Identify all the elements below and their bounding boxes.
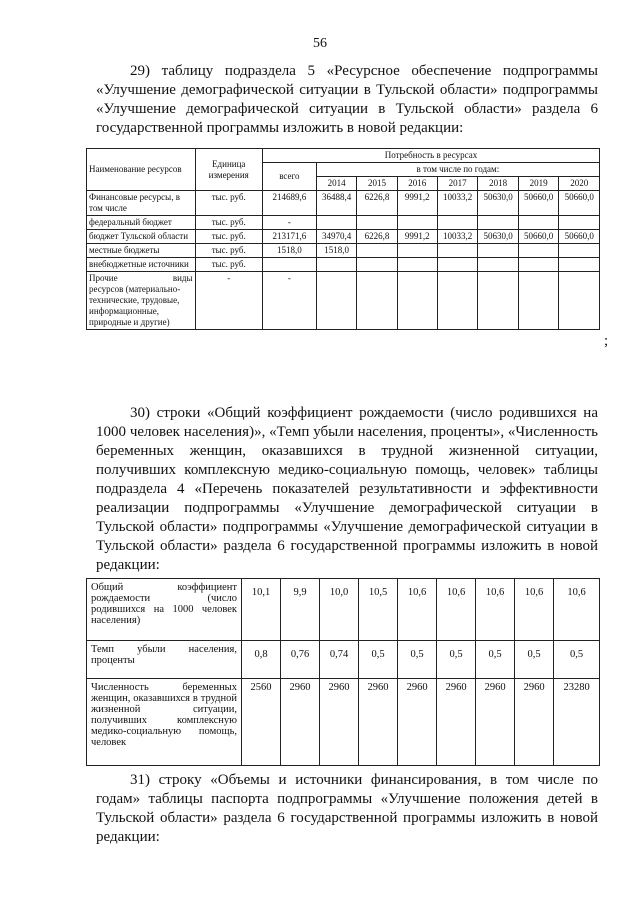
indicator-value: 0,76 (281, 641, 320, 679)
row-year-value (559, 272, 600, 330)
indicator-value: 10,1 (242, 579, 281, 641)
row-year-value: 9991,2 (397, 230, 437, 244)
row-year-value (478, 258, 519, 272)
row-year-value (518, 258, 559, 272)
indicator-value: 10,6 (398, 579, 437, 641)
row-name: бюджет Тульской области (87, 230, 196, 244)
table-row (87, 641, 600, 679)
indicator-table (86, 578, 600, 766)
row-year-value: 50660,0 (518, 230, 559, 244)
row-year-value: 6226,8 (357, 191, 397, 216)
row-total: 1518,0 (262, 244, 316, 258)
row-year-value (357, 216, 397, 230)
row-unit: тыс. руб. (195, 244, 262, 258)
indicator-value: 0,74 (320, 641, 359, 679)
indicator-value: 0,8 (242, 641, 281, 679)
table-row (87, 191, 600, 216)
row-year-value (316, 258, 357, 272)
row-year-value (478, 216, 519, 230)
row-year-value: 50630,0 (478, 191, 519, 216)
row-total (262, 258, 316, 272)
header-by-years: в том числе по годам: (316, 163, 599, 177)
paragraph-30 (96, 404, 598, 575)
indicator-value: 2960 (476, 679, 515, 766)
indicator-value: 2960 (437, 679, 476, 766)
table-row (87, 679, 600, 766)
row-year-value (437, 272, 478, 330)
header-need: Потребность в ресурсах (262, 149, 599, 163)
row-year-value (559, 258, 600, 272)
row-year-value (357, 272, 397, 330)
row-year-value (559, 244, 600, 258)
header-year: 2015 (357, 177, 397, 191)
indicator-value: 0,5 (515, 641, 554, 679)
row-name-rest: ресурсов (материально-технические, трудовые, информационные, природные и другие) (89, 284, 181, 327)
row-year-value: 50660,0 (559, 230, 600, 244)
indicator-value: 23280 (554, 679, 600, 766)
indicator-value: 2960 (320, 679, 359, 766)
row-year-value: 34970,4 (316, 230, 357, 244)
indicator-value: 2960 (281, 679, 320, 766)
row-unit: тыс. руб. (195, 230, 262, 244)
header-name: Наименование ресурсов (87, 149, 196, 191)
row-year-value (397, 244, 437, 258)
header-year: 2020 (559, 177, 600, 191)
indicator-value: 2960 (398, 679, 437, 766)
row-year-value (518, 272, 559, 330)
row-unit: - (195, 272, 262, 330)
row-year-value: 10033,2 (437, 230, 478, 244)
row-name-first-line: Прочие виды (89, 273, 193, 283)
indicator-name: Темп убыли населения, проценты (87, 641, 242, 679)
row-year-value: 50630,0 (478, 230, 519, 244)
row-year-value (559, 216, 600, 230)
indicator-value: 10,6 (554, 579, 600, 641)
row-year-value (357, 258, 397, 272)
indicator-value: 10,0 (320, 579, 359, 641)
header-year: 2017 (437, 177, 478, 191)
row-name: федеральный бюджет (87, 216, 196, 230)
row-year-value (478, 244, 519, 258)
row-year-value: 50660,0 (559, 191, 600, 216)
row-year-value (357, 244, 397, 258)
resource-table (86, 148, 600, 330)
table-row (87, 216, 600, 230)
row-year-value: 36488,4 (316, 191, 357, 216)
page-number: 56 (313, 36, 327, 51)
indicator-value: 9,9 (281, 579, 320, 641)
indicator-value: 2960 (359, 679, 398, 766)
indicator-value: 2560 (242, 679, 281, 766)
row-year-value (437, 216, 478, 230)
row-year-value (397, 258, 437, 272)
header-unit: Единица измерения (195, 149, 262, 191)
table-row (87, 579, 600, 641)
paragraph-29 (96, 62, 598, 138)
row-year-value (437, 244, 478, 258)
paragraph-31 (96, 771, 598, 847)
row-year-value (316, 216, 357, 230)
row-year-value: 6226,8 (357, 230, 397, 244)
indicator-value: 10,6 (437, 579, 476, 641)
indicator-value: 10,6 (476, 579, 515, 641)
indicator-value: 0,5 (359, 641, 398, 679)
table-row (87, 230, 600, 244)
paragraph-30-text: 30) строки «Общий коэффициент рождаемости (число родившихся на 1000 человек населения)», «Темп убыли населения, проценты», «Численность беременных женщин, оказавшихся в трудной жизненной ситуации, получивших комплексную медико-социальную помощь, человек» таблицы подраздела 4 «Перечень показателей результативности и эффективности реализации подпрограммы «Улучшение демографической ситуации в Тульской области» подпрограммы «Улучшение демографической ситуации в Тульской области» раздела 6 государственной программы изложить в новой редакции: (96, 405, 598, 573)
row-total: 213171,6 (262, 230, 316, 244)
row-unit: тыс. руб. (195, 258, 262, 272)
row-name: внебюджетные источники (87, 258, 196, 272)
row-year-value (397, 272, 437, 330)
row-year-value (397, 216, 437, 230)
header-year: 2014 (316, 177, 357, 191)
row-name: местные бюджеты (87, 244, 196, 258)
header-total: всего (262, 163, 316, 191)
row-year-value (518, 244, 559, 258)
indicator-name: Численность беременных женщин, оказавшихся в трудной жизненной ситуации, получивших комплексную медико-социальную помощь, человек (87, 679, 242, 766)
indicator-value: 0,5 (476, 641, 515, 679)
header-year: 2016 (397, 177, 437, 191)
row-total: - (262, 272, 316, 330)
row-total: 214689,6 (262, 191, 316, 216)
indicator-value: 10,5 (359, 579, 398, 641)
row-year-value: 10033,2 (437, 191, 478, 216)
row-year-value (437, 258, 478, 272)
table-row (87, 244, 600, 258)
row-year-value: 1518,0 (316, 244, 357, 258)
indicator-value: 10,6 (515, 579, 554, 641)
semicolon: ; (604, 333, 609, 349)
row-year-value: 50660,0 (518, 191, 559, 216)
indicator-value: 0,5 (554, 641, 600, 679)
table-row (87, 272, 600, 330)
row-name: Финансовые ресурсы, в том числе (87, 191, 196, 216)
row-year-value (316, 272, 357, 330)
row-name (87, 272, 196, 330)
row-unit: тыс. руб. (195, 216, 262, 230)
paragraph-31-text: 31) строку «Объемы и источники финансирования, в том числе по годам» таблицы паспорта подпрограммы «Улучшение положения детей в Тульской области» раздела 6 государственной программы изложить в новой редакции: (96, 772, 598, 845)
row-year-value (478, 272, 519, 330)
row-year-value: 9991,2 (397, 191, 437, 216)
row-year-value (518, 216, 559, 230)
indicator-name: Общий коэффициент рождаемости (число родившихся на 1000 человек населения) (87, 579, 242, 641)
header-year: 2019 (518, 177, 559, 191)
indicator-value: 2960 (515, 679, 554, 766)
indicator-value: 0,5 (437, 641, 476, 679)
row-total: - (262, 216, 316, 230)
paragraph-29-text: 29) таблицу подраздела 5 «Ресурсное обеспечение подпрограммы «Улучшение демографической ситуации в Тульской области» подпрограммы «Улучшение демографической ситуации в Тульской области» раздела 6 государственной программы изложить в новой редакции: (96, 63, 598, 136)
table-row (87, 258, 600, 272)
indicator-value: 0,5 (398, 641, 437, 679)
header-year: 2018 (478, 177, 519, 191)
row-unit: тыс. руб. (195, 191, 262, 216)
